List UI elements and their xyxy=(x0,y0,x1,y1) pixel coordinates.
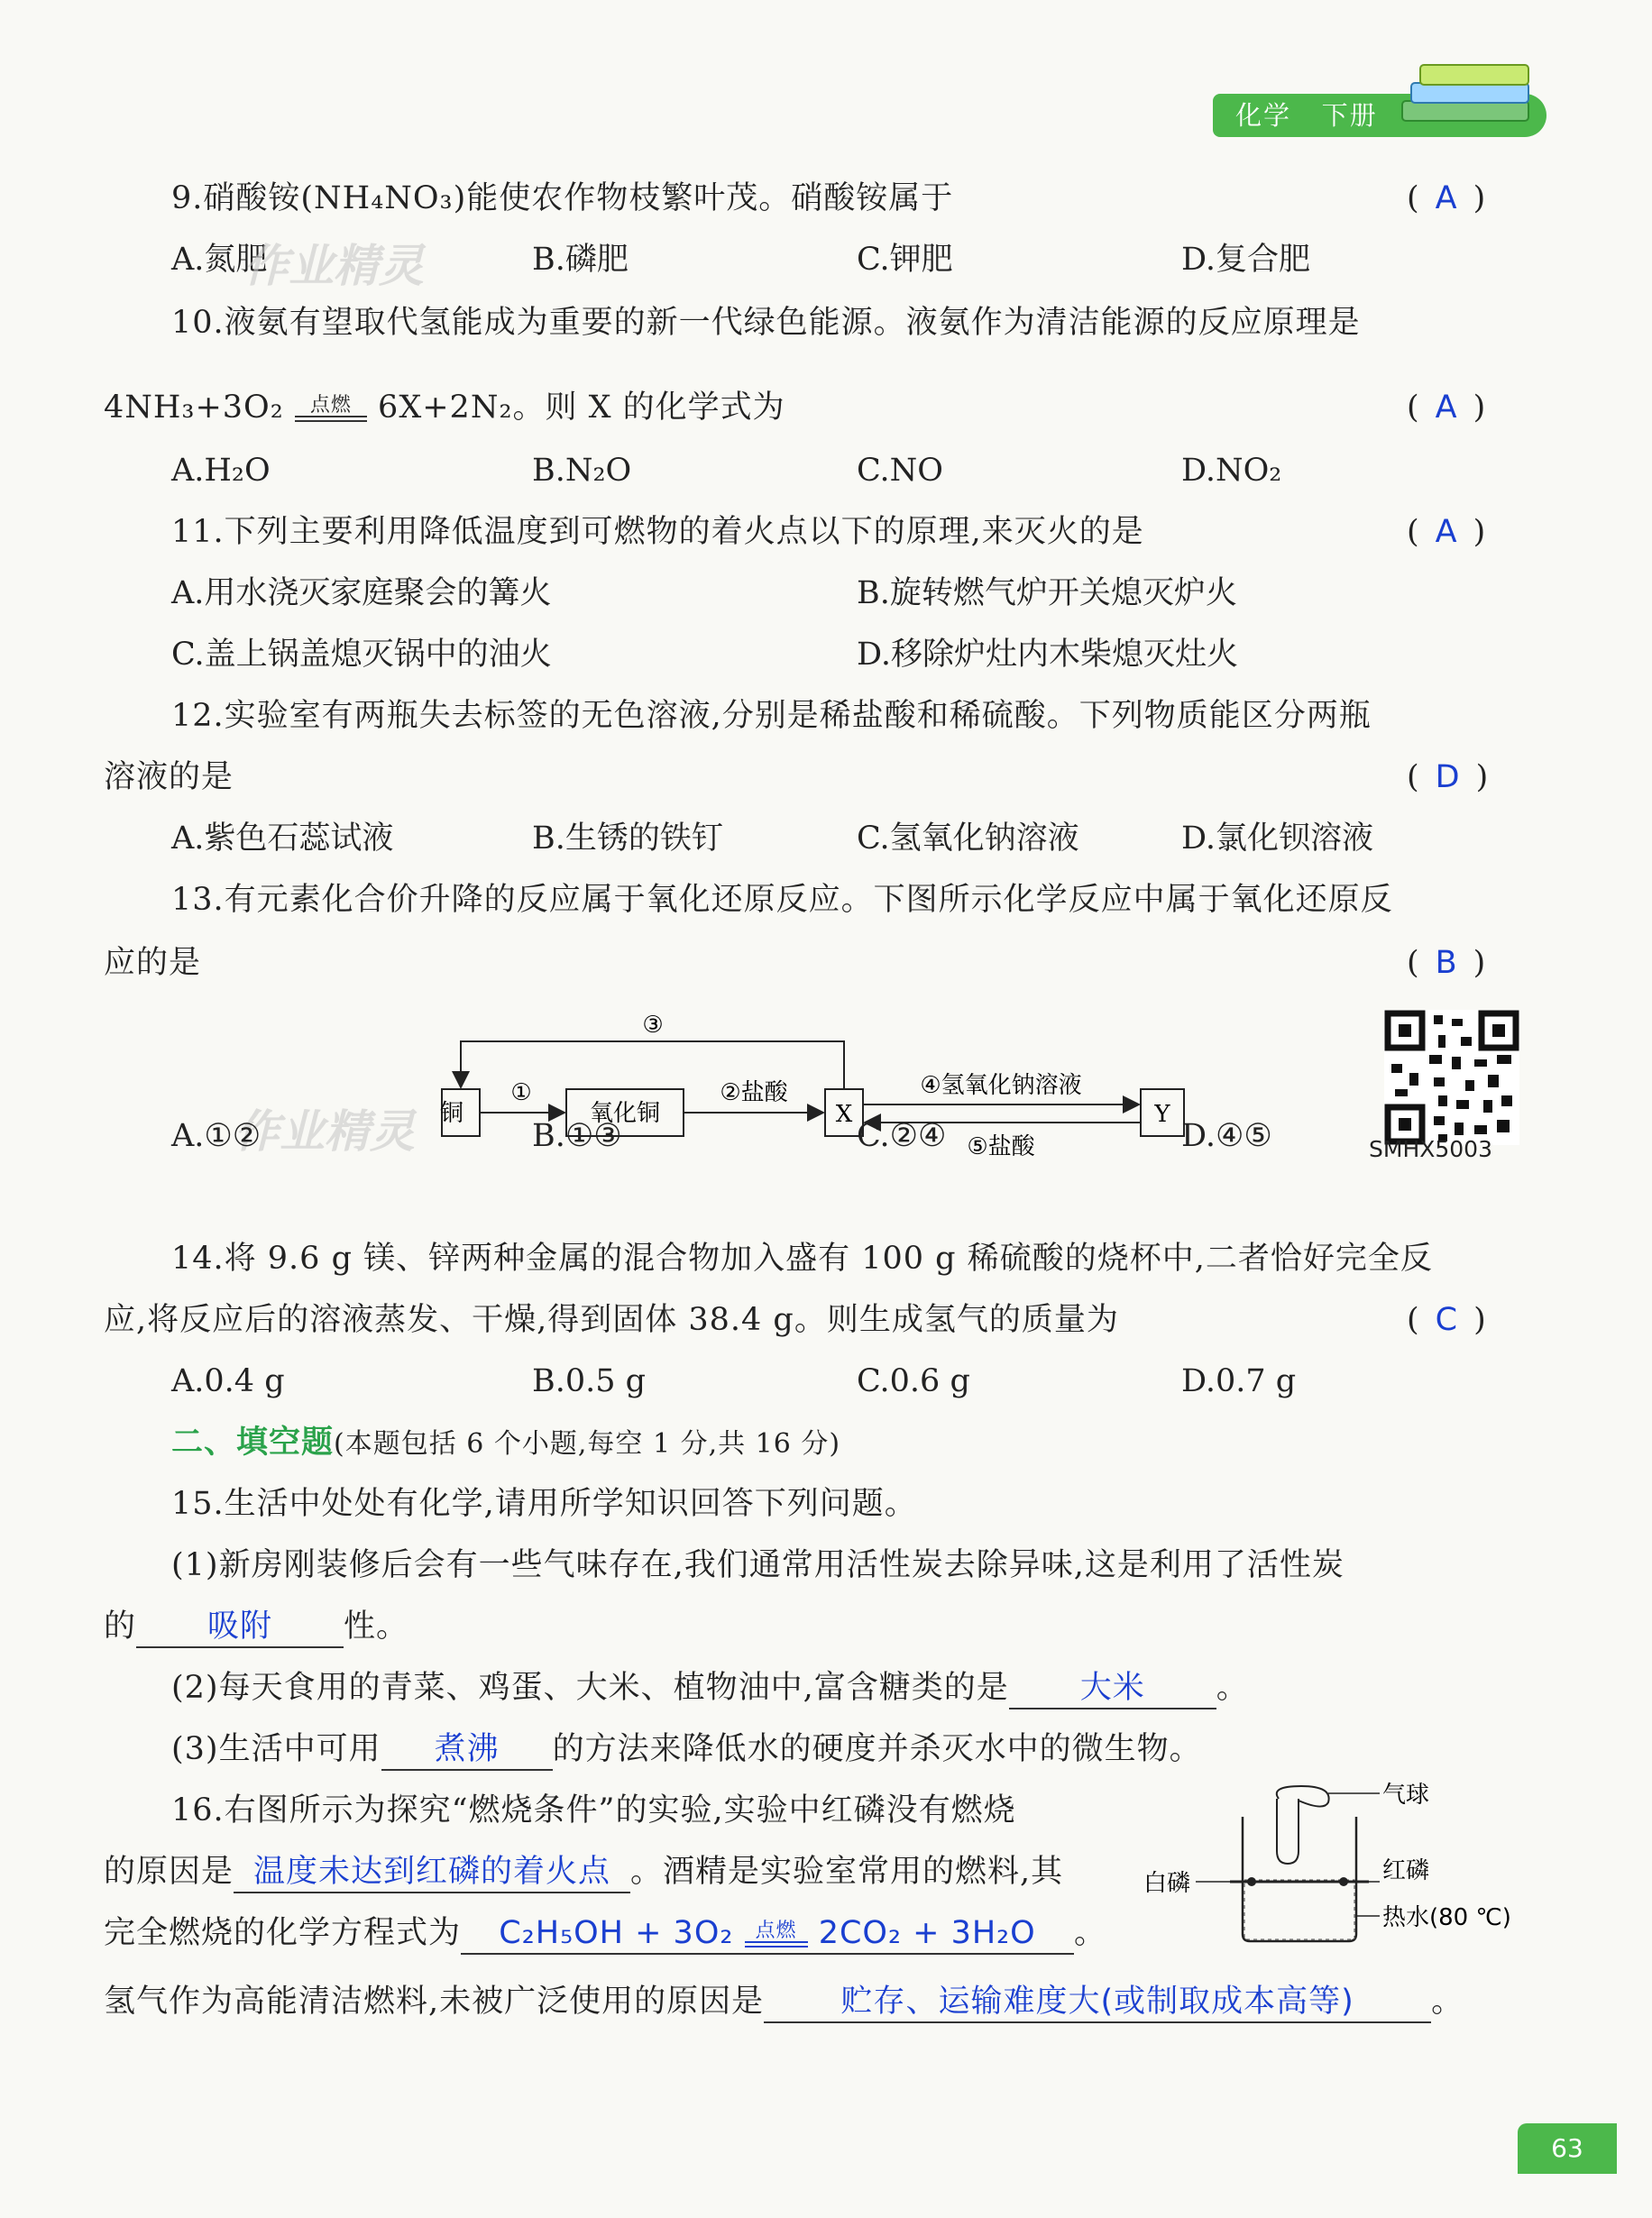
q9-option-d: D.复合肥 xyxy=(1181,242,1310,278)
q16-equation-blank xyxy=(461,1913,1074,1955)
q16-line2-pre: 的原因是 xyxy=(104,1854,234,1890)
q15-answer1-blank: 吸附 xyxy=(136,1607,344,1648)
watermark: 作业精灵 xyxy=(243,240,424,292)
q10-answer-letter: A xyxy=(1435,390,1457,426)
q13-answer-letter: B xyxy=(1435,945,1457,981)
page-number: 63 xyxy=(1518,2123,1617,2174)
copper-label: 铜 xyxy=(439,1100,464,1127)
q14-answer-letter: C xyxy=(1435,1302,1458,1338)
q15-part1-line2 xyxy=(104,1607,408,1648)
q13-option-d: D.④⑤ xyxy=(1181,1118,1272,1154)
qr-caption: SMHX5003 xyxy=(1369,1136,1492,1162)
arrow2-label: ②盐酸 xyxy=(720,1079,788,1106)
q9-option-a: A.氮肥 xyxy=(171,242,268,278)
q10-eq-left: 4NH₃+3O₂ xyxy=(104,390,284,426)
q13-option-b: B.①③ xyxy=(532,1118,622,1154)
q14-option-a: A.0.4 g xyxy=(171,1363,285,1399)
q16-answer1-blank: 温度未达到红磷的着火点 xyxy=(234,1852,630,1893)
q11-option-d: D.移除炉灶内木柴熄灭灶火 xyxy=(857,637,1238,673)
qr-code-icon[interactable] xyxy=(1384,1010,1519,1145)
q16-line2 xyxy=(104,1852,1063,1893)
q14-stem-line2: 应,将反应后的溶液蒸发、干燥,得到固体 38.4 g。则生成氢气的质量为 xyxy=(104,1302,1119,1338)
q13-option-a: A.①② xyxy=(171,1118,262,1154)
q12-answer-letter: D xyxy=(1435,759,1460,795)
q12-stem-line1: 12.实验室有两瓶失去标签的无色溶液,分别是稀盐酸和稀硫酸。下列物质能区分两瓶 xyxy=(171,698,1372,734)
q10-option-a: A.H₂O xyxy=(171,453,271,489)
q15-answer3-blank: 煮沸 xyxy=(381,1729,553,1771)
header-title xyxy=(1235,96,1378,135)
q10-stem-line1: 10.液氨有望取代氢能成为重要的新一代绿色能源。液氨作为清洁能源的反应原理是 xyxy=(171,305,1361,341)
q16-cond-text: 点燃 xyxy=(755,1919,797,1942)
q9-answer: ( A ) xyxy=(1407,180,1486,216)
q16-eq-right: 2CO₂ + 3H₂O xyxy=(818,1915,1036,1951)
section2-title: 二、填空题 xyxy=(171,1425,335,1461)
white-phosphorus-dot xyxy=(1247,1877,1256,1886)
hot-water-label: 热水(80 ℃) xyxy=(1382,1904,1511,1931)
arrow3-label: ③ xyxy=(642,1012,664,1039)
arrow5-label: ⑤盐酸 xyxy=(967,1133,1035,1160)
books-icon xyxy=(1393,56,1546,128)
balloon-icon xyxy=(1277,1786,1329,1807)
q15-part1-line1: (1)新房刚装修后会有一些气味存在,我们通常用活性炭去除异味,这是利用了活性炭 xyxy=(171,1547,1345,1583)
q15-answer2-blank: 大米 xyxy=(1009,1668,1216,1709)
red-phosphorus-dot xyxy=(1339,1877,1348,1886)
q14-option-c: C.0.6 g xyxy=(857,1363,970,1399)
q10-option-b: B.N₂O xyxy=(532,453,632,489)
q15-part2-pre: (2)每天食用的青菜、鸡蛋、大米、植物油中,富含糖类的是 xyxy=(171,1670,1009,1706)
q12-option-c: C.氢氧化钠溶液 xyxy=(857,820,1079,857)
q15-part1-pre: 的 xyxy=(104,1609,137,1645)
q16-line4 xyxy=(104,1982,1464,2023)
q16-eq-condition xyxy=(745,1921,808,1948)
q15-part2-post: 。 xyxy=(1216,1670,1249,1706)
q11-option-b: B.旋转燃气炉开关熄灭炉火 xyxy=(857,575,1237,611)
balloon-label: 气球 xyxy=(1382,1782,1430,1809)
q15-part3 xyxy=(171,1729,1202,1771)
q16-line3-post: 。 xyxy=(1074,1915,1107,1951)
q13-stem-line2: 应的是 xyxy=(104,945,202,981)
q15-part1-post: 性。 xyxy=(344,1609,409,1645)
white-phosphorus-label: 白磷 xyxy=(1143,1870,1191,1897)
q9-answer-letter: A xyxy=(1435,180,1457,216)
q16-line3 xyxy=(104,1913,1106,1955)
q13-option-c: C.②④ xyxy=(857,1118,947,1154)
section2-note: (本题包括 6 个小题,每空 1 分,共 16 分) xyxy=(334,1428,841,1460)
red-phosphorus-label: 红磷 xyxy=(1382,1857,1430,1884)
q15-stem: 15.生活中处处有化学,请用所学知识回答下列问题。 xyxy=(171,1486,917,1522)
q11-stem: 11.下列主要利用降低温度到可燃物的着火点以下的原理,来灭火的是 xyxy=(171,514,1144,550)
q10-option-d: D.NO₂ xyxy=(1181,453,1282,489)
q16-answer3-blank: 贮存、运输难度大(或制取成本高等) xyxy=(764,1982,1431,2023)
subject-label: 化学 xyxy=(1235,100,1292,131)
q16-eq-left: C₂H₅OH + 3O₂ xyxy=(499,1915,734,1951)
q11-answer: ( A ) xyxy=(1407,514,1486,550)
section2-heading xyxy=(171,1423,840,1464)
q10-equation xyxy=(104,388,785,427)
q11-answer-letter: A xyxy=(1435,514,1457,550)
q12-stem-line2: 溶液的是 xyxy=(104,759,234,795)
q13-stem-line1: 13.有元素化合价升降的反应属于氧化还原反应。下图所示化学反应中属于氧化还原反 xyxy=(171,882,1393,918)
arrow1-label: ① xyxy=(510,1079,532,1106)
q9-option-c: C.钾肥 xyxy=(857,242,953,278)
q9-stem: 9.硝酸铵(NH₄NO₃)能使农作物枝繁叶茂。硝酸铵属于 xyxy=(171,180,954,216)
q9-option-b: B.磷肥 xyxy=(532,242,629,278)
q10-cond-text: 点燃 xyxy=(309,394,352,417)
q14-answer: ( C ) xyxy=(1407,1302,1486,1338)
q11-option-a: A.用水浇灭家庭聚会的篝火 xyxy=(171,575,552,611)
q10-option-c: C.NO xyxy=(857,453,943,489)
q13-answer: ( B ) xyxy=(1407,945,1486,981)
q16-line4-post: 。 xyxy=(1431,1984,1464,2020)
copper-oxide-label: 氧化铜 xyxy=(589,1100,661,1127)
q10-answer: ( A ) xyxy=(1407,390,1486,426)
arrow4-label: ④氢氧化钠溶液 xyxy=(920,1072,1082,1099)
q16-stem-line1: 16.右图所示为探究“燃烧条件”的实验,实验中红磷没有燃烧 xyxy=(171,1792,1016,1828)
volume-label: 下册 xyxy=(1321,100,1378,131)
q14-option-d: D.0.7 g xyxy=(1181,1363,1297,1399)
q16-line2-post: 。酒精是实验室常用的燃料,其 xyxy=(630,1854,1064,1890)
x-label: X xyxy=(835,1101,853,1128)
q12-option-b: B.生锈的铁钉 xyxy=(532,820,723,857)
q10-eq-right: 6X+2N₂。则 X 的化学式为 xyxy=(378,390,785,426)
q12-option-a: A.紫色石蕊试液 xyxy=(171,820,394,857)
watermark-2: 作业精灵 xyxy=(234,1105,415,1158)
q16-line3-pre: 完全燃烧的化学方程式为 xyxy=(104,1915,462,1951)
q11-option-c: C.盖上锅盖熄灭锅中的油火 xyxy=(171,637,552,673)
q10-eq-condition xyxy=(295,396,367,422)
q15-part2 xyxy=(171,1668,1249,1709)
q12-option-d: D.氯化钡溶液 xyxy=(1181,820,1373,857)
q12-answer: ( D ) xyxy=(1407,759,1489,795)
q14-stem-line1: 14.将 9.6 g 镁、锌两种金属的混合物加入盛有 100 g 稀硫酸的烧杯中,二者恰好完全反 xyxy=(171,1241,1433,1277)
q15-part3-pre: (3)生活中可用 xyxy=(171,1731,381,1767)
y-label: Y xyxy=(1154,1101,1170,1128)
q14-option-b: B.0.5 g xyxy=(532,1363,647,1399)
q15-part3-post: 的方法来降低水的硬度并杀灭水中的微生物。 xyxy=(552,1731,1202,1767)
q16-combustion-apparatus xyxy=(1143,1781,1540,1961)
hot-water xyxy=(1244,1880,1354,1939)
q16-line4-pre: 氢气作为高能清洁燃料,未被广泛使用的原因是 xyxy=(104,1984,765,2020)
